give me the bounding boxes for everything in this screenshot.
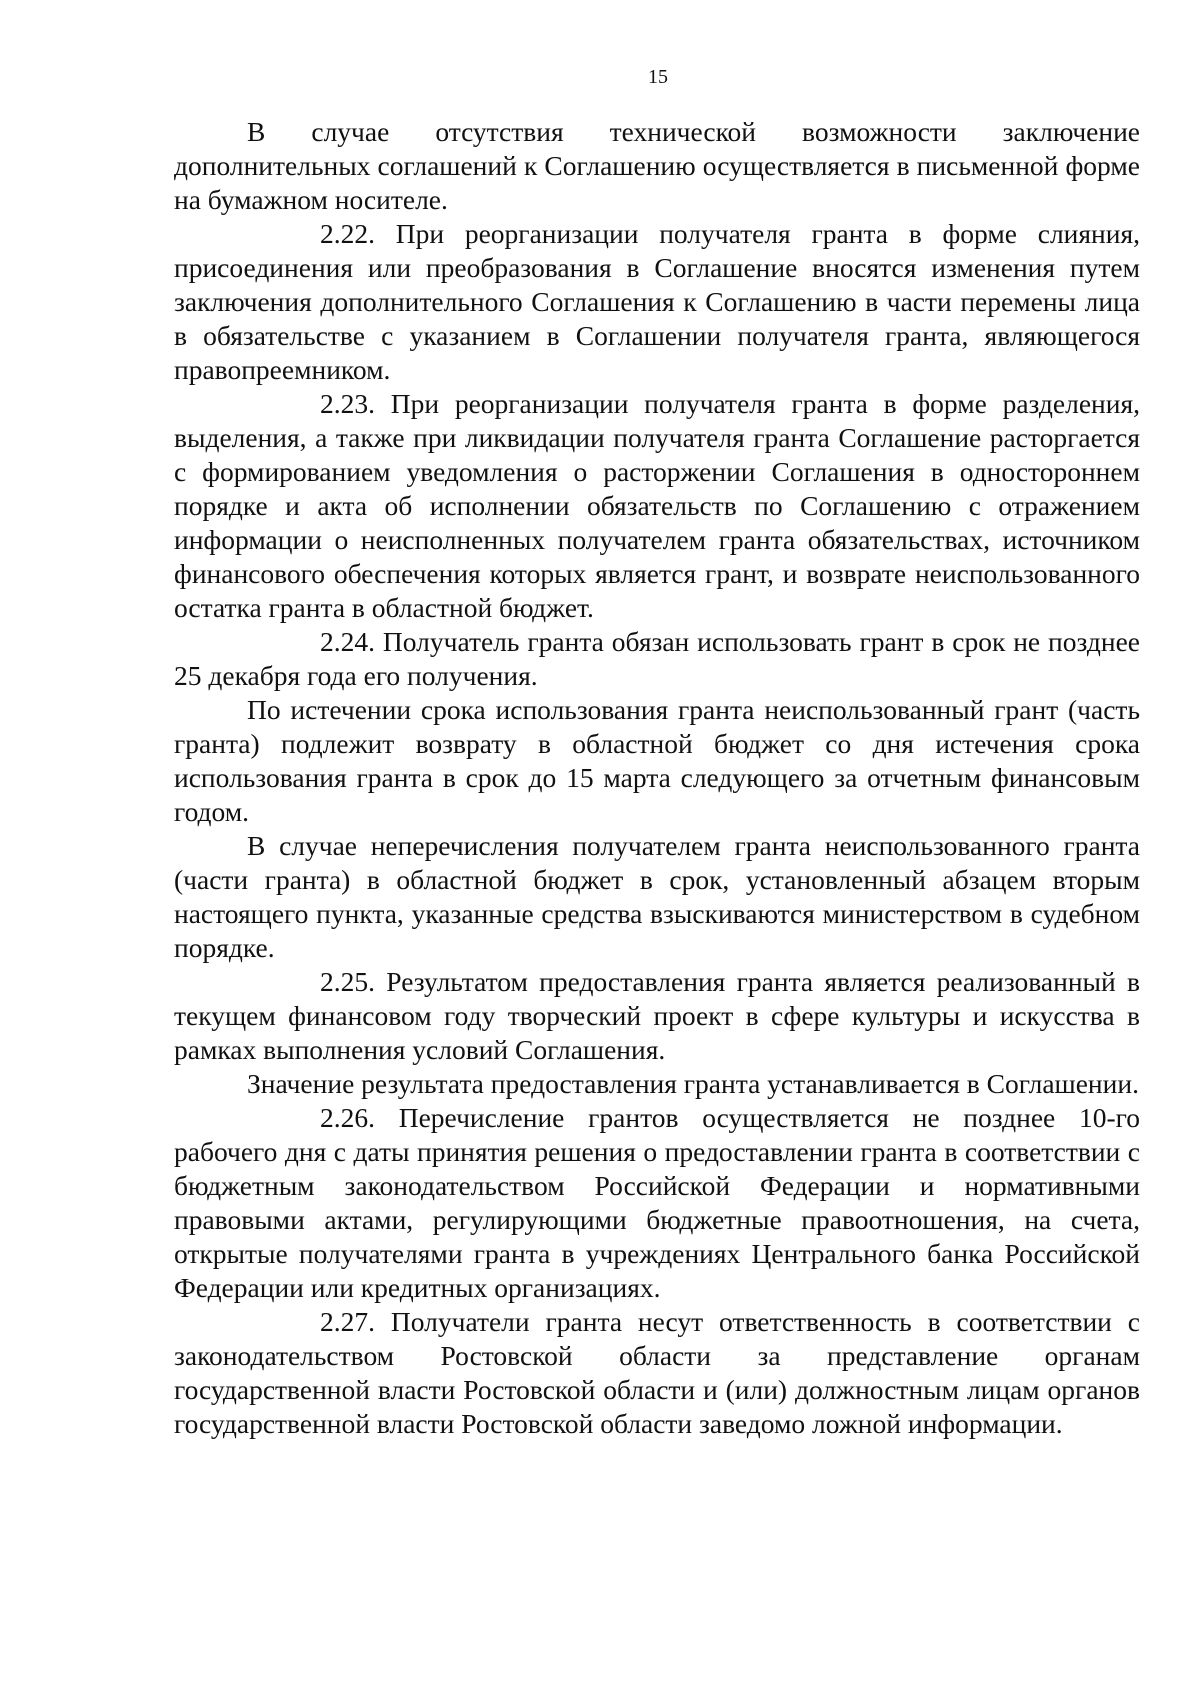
clause-number: 2.25. — [320, 966, 375, 997]
page-number: 15 — [648, 66, 668, 88]
clause-2-27 — [174, 1305, 1140, 1441]
paragraph-text: В случае неперечисления получателем гранта неиспользованного гранта (части гранта) в областной бюджет в срок, установленный абзацем вторым настоящего пункта, указанные средства взыскиваются министерством в судебном порядке. — [174, 830, 1140, 963]
clause-2-22 — [174, 217, 1140, 387]
clause-2-25 — [174, 965, 1140, 1067]
paragraph-recovery — [174, 829, 1140, 965]
paragraph-text: Получатели гранта несут ответственность в соответствии с законодательством Ростовской области за представление органам государственной власти Ростовской области и (или) должностным лицам органов государственной власти Ростовской области заведомо ложной информации. — [174, 1306, 1140, 1439]
paragraph-text: Значение результата предоставления гранта устанавливается в Соглашении. — [247, 1068, 1139, 1099]
paragraph-text: Получатель гранта обязан использовать грант в срок не позднее 25 декабря года его получения. — [174, 626, 1140, 691]
clause-number: 2.23. — [320, 388, 375, 419]
clause-2-24 — [174, 625, 1140, 693]
paragraph-result-value — [174, 1067, 1140, 1101]
paragraph-text: При реорганизации получателя гранта в форме разделения, выделения, а также при ликвидации получателя гранта Соглашение расторгается с формированием уведомления о расторжении Соглашения в одностороннем порядке и акта об исполнении обязательств по Соглашению с отражением информации о неисполненных получателем гранта обязательствах, источником финансового обеспечения которых является грант, и возврате неиспользованного остатка гранта в областной бюджет. — [174, 388, 1140, 623]
paragraph-unused-grant — [174, 693, 1140, 829]
document-body — [174, 115, 1140, 1441]
clause-number: 2.24. — [320, 626, 375, 657]
paragraph-text: По истечении срока использования гранта неиспользованный грант (часть гранта) подлежит возврату в областной бюджет со дня истечения срока использования гранта в срок до 15 марта следующего за отчетным финансовым годом. — [174, 694, 1140, 827]
clause-2-23 — [174, 387, 1140, 625]
paragraph-text: Результатом предоставления гранта является реализованный в текущем финансовом году творческий проект в сфере культуры и искусства в рамках выполнения условий Соглашения. — [174, 966, 1140, 1065]
clause-number: 2.22. — [320, 218, 375, 249]
clause-2-26 — [174, 1101, 1140, 1305]
paragraph-intro — [174, 115, 1140, 217]
clause-number: 2.27. — [320, 1306, 375, 1337]
paragraph-text: Перечисление грантов осуществляется не позднее 10-го рабочего дня с даты принятия решения о предоставлении гранта в соответствии с бюджетным законодательством Российской Федерации и нормативными правовыми актами, регулирующими бюджетные правоотношения, на счета, открытые получателями гранта в учреждениях Центрального банка Российской Федерации или кредитных организациях. — [174, 1102, 1140, 1303]
clause-number: 2.26. — [320, 1102, 375, 1133]
paragraph-text: При реорганизации получателя гранта в форме слияния, присоединения или преобразования в Соглашение вносятся изменения путем заключения дополнительного Соглашения к Соглашению в части перемены лица в обязательстве с указанием в Соглашении получателя гранта, являющегося правопреемником. — [174, 218, 1140, 385]
paragraph-text: В случае отсутствия технической возможности заключение дополнительных соглашений к Соглашению осуществляется в письменной форме на бумажном носителе. — [174, 116, 1140, 215]
